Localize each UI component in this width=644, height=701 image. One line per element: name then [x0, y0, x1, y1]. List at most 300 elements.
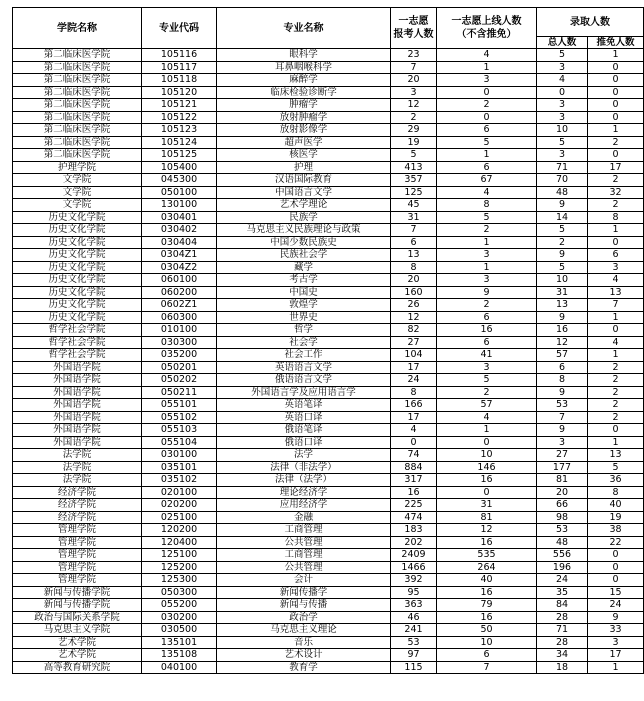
cell-total: 27: [537, 449, 588, 462]
cell-exempt: 36: [588, 474, 644, 487]
cell-college: 哲学社会学院: [13, 349, 142, 362]
cell-exempt: 1: [588, 311, 644, 324]
table-row: [13, 549, 644, 562]
cell-exempt: 2: [588, 386, 644, 399]
cell-code: 135101: [142, 636, 217, 649]
cell-major: 民族社会学: [217, 249, 391, 262]
cell-qualified: 1: [437, 61, 537, 74]
header-admitted: 录取人数: [537, 8, 644, 37]
cell-code: 030500: [142, 624, 217, 637]
table-row: [13, 111, 644, 124]
table-row: [13, 399, 644, 412]
cell-total: 13: [537, 299, 588, 312]
table-row: [13, 174, 644, 187]
cell-applicants: 125: [391, 186, 437, 199]
cell-exempt: 0: [588, 111, 644, 124]
cell-qualified: 0: [437, 486, 537, 499]
cell-exempt: 2: [588, 361, 644, 374]
cell-college: 第二临床医学院: [13, 86, 142, 99]
cell-exempt: 0: [588, 424, 644, 437]
cell-total: 48: [537, 536, 588, 549]
table-row: [13, 386, 644, 399]
cell-total: 0: [537, 86, 588, 99]
cell-applicants: 17: [391, 411, 437, 424]
cell-code: 105122: [142, 111, 217, 124]
table-row: [13, 561, 644, 574]
cell-total: 53: [537, 524, 588, 537]
cell-college: 第二临床医学院: [13, 99, 142, 112]
cell-total: 10: [537, 274, 588, 287]
cell-code: 060300: [142, 311, 217, 324]
cell-qualified: 79: [437, 599, 537, 612]
cell-total: 28: [537, 611, 588, 624]
cell-major: 世界史: [217, 311, 391, 324]
cell-exempt: 13: [588, 286, 644, 299]
cell-college: 历史文化学院: [13, 261, 142, 274]
cell-major: 中国史: [217, 286, 391, 299]
header-exempt: 推免人数: [588, 37, 644, 49]
cell-exempt: 32: [588, 186, 644, 199]
cell-qualified: 4: [437, 49, 537, 62]
cell-major: 社会学: [217, 336, 391, 349]
cell-total: 31: [537, 286, 588, 299]
cell-exempt: 0: [588, 74, 644, 87]
cell-major: 教育学: [217, 661, 391, 674]
cell-college: 历史文化学院: [13, 249, 142, 262]
cell-total: 81: [537, 474, 588, 487]
cell-college: 经济学院: [13, 486, 142, 499]
cell-total: 10: [537, 124, 588, 137]
cell-total: 8: [537, 374, 588, 387]
table-row: [13, 599, 644, 612]
cell-code: 060200: [142, 286, 217, 299]
cell-exempt: 0: [588, 574, 644, 587]
cell-applicants: 4: [391, 424, 437, 437]
cell-applicants: 5: [391, 149, 437, 162]
table-row: [13, 536, 644, 549]
cell-major: 眼科学: [217, 49, 391, 62]
cell-applicants: 20: [391, 274, 437, 287]
cell-major: 放射肿瘤学: [217, 111, 391, 124]
cell-college: 新闻与传播学院: [13, 586, 142, 599]
cell-major: 应用经济学: [217, 499, 391, 512]
cell-major: 外国语言学及应用语言学: [217, 386, 391, 399]
cell-applicants: 357: [391, 174, 437, 187]
cell-major: 法学: [217, 449, 391, 462]
cell-applicants: 3: [391, 86, 437, 99]
header-qualified: [437, 8, 537, 49]
cell-college: 第二临床医学院: [13, 124, 142, 137]
cell-college: 历史文化学院: [13, 236, 142, 249]
cell-college: 外国语学院: [13, 361, 142, 374]
cell-qualified: 264: [437, 561, 537, 574]
table-row: [13, 86, 644, 99]
cell-qualified: 81: [437, 511, 537, 524]
cell-college: 历史文化学院: [13, 311, 142, 324]
cell-college: 文学院: [13, 199, 142, 212]
header-qualified-line1: 一志愿上线人数: [451, 16, 522, 27]
cell-exempt: 1: [588, 349, 644, 362]
table-row: [13, 249, 644, 262]
cell-college: 马克思主义学院: [13, 624, 142, 637]
table-row: [13, 161, 644, 174]
cell-total: 48: [537, 186, 588, 199]
cell-applicants: 13: [391, 249, 437, 262]
cell-total: 177: [537, 461, 588, 474]
cell-exempt: 1: [588, 49, 644, 62]
cell-exempt: 1: [588, 436, 644, 449]
cell-code: 050100: [142, 186, 217, 199]
cell-college: 外国语学院: [13, 399, 142, 412]
cell-college: 法学院: [13, 461, 142, 474]
cell-qualified: 40: [437, 574, 537, 587]
cell-applicants: 2: [391, 111, 437, 124]
cell-qualified: 16: [437, 611, 537, 624]
cell-major: 中国少数民族史: [217, 236, 391, 249]
cell-applicants: 12: [391, 99, 437, 112]
table-row: [13, 361, 644, 374]
cell-qualified: 1: [437, 236, 537, 249]
table-row: [13, 349, 644, 362]
cell-applicants: 19: [391, 136, 437, 149]
cell-qualified: 6: [437, 336, 537, 349]
cell-qualified: 1: [437, 424, 537, 437]
table-row: [13, 286, 644, 299]
header-major: 专业名称: [217, 8, 391, 49]
table-row: [13, 74, 644, 87]
cell-college: 管理学院: [13, 561, 142, 574]
cell-exempt: 5: [588, 461, 644, 474]
cell-college: 外国语学院: [13, 411, 142, 424]
cell-major: 英语口译: [217, 411, 391, 424]
cell-applicants: 166: [391, 399, 437, 412]
cell-exempt: 13: [588, 449, 644, 462]
cell-code: 030401: [142, 211, 217, 224]
table-row: [13, 186, 644, 199]
cell-code: 135108: [142, 649, 217, 662]
cell-qualified: 3: [437, 249, 537, 262]
cell-qualified: 1: [437, 149, 537, 162]
cell-college: 管理学院: [13, 549, 142, 562]
cell-total: 5: [537, 261, 588, 274]
cell-major: 耳鼻咽喉科学: [217, 61, 391, 74]
cell-code: 035102: [142, 474, 217, 487]
cell-qualified: 8: [437, 199, 537, 212]
cell-major: 艺术学理论: [217, 199, 391, 212]
cell-total: 18: [537, 661, 588, 674]
cell-exempt: 15: [588, 586, 644, 599]
cell-qualified: 2: [437, 386, 537, 399]
cell-code: 105120: [142, 86, 217, 99]
table-row: [13, 124, 644, 137]
cell-applicants: 97: [391, 649, 437, 662]
cell-major: 肿瘤学: [217, 99, 391, 112]
cell-code: 035101: [142, 461, 217, 474]
cell-code: 105124: [142, 136, 217, 149]
cell-applicants: 115: [391, 661, 437, 674]
table-row: [13, 311, 644, 324]
cell-college: 政治与国际关系学院: [13, 611, 142, 624]
table-row: [13, 611, 644, 624]
cell-exempt: 0: [588, 99, 644, 112]
table-row: [13, 486, 644, 499]
cell-major: 音乐: [217, 636, 391, 649]
cell-code: 055200: [142, 599, 217, 612]
cell-code: 020200: [142, 499, 217, 512]
cell-exempt: 0: [588, 61, 644, 74]
cell-major: 中国语言文学: [217, 186, 391, 199]
cell-college: 法学院: [13, 474, 142, 487]
table-row: [13, 574, 644, 587]
cell-college: 历史文化学院: [13, 286, 142, 299]
table-row: [13, 449, 644, 462]
cell-applicants: 6: [391, 236, 437, 249]
cell-major: 敦煌学: [217, 299, 391, 312]
cell-major: 民族学: [217, 211, 391, 224]
cell-total: 6: [537, 361, 588, 374]
cell-applicants: 241: [391, 624, 437, 637]
cell-exempt: 2: [588, 174, 644, 187]
cell-applicants: 16: [391, 486, 437, 499]
header-total: 总人数: [537, 37, 588, 49]
cell-qualified: 67: [437, 174, 537, 187]
cell-total: 16: [537, 324, 588, 337]
cell-college: 第二临床医学院: [13, 136, 142, 149]
cell-total: 2: [537, 236, 588, 249]
cell-exempt: 19: [588, 511, 644, 524]
cell-total: 24: [537, 574, 588, 587]
cell-qualified: 57: [437, 399, 537, 412]
cell-exempt: 2: [588, 411, 644, 424]
cell-major: 哲学: [217, 324, 391, 337]
table-row: [13, 236, 644, 249]
cell-code: 030200: [142, 611, 217, 624]
cell-exempt: 0: [588, 86, 644, 99]
cell-major: 法律（法学）: [217, 474, 391, 487]
cell-exempt: 22: [588, 536, 644, 549]
cell-major: 英语语言文学: [217, 361, 391, 374]
cell-college: 外国语学院: [13, 424, 142, 437]
cell-code: 105125: [142, 149, 217, 162]
table-row: [13, 324, 644, 337]
cell-college: 第二临床医学院: [13, 74, 142, 87]
cell-code: 125100: [142, 549, 217, 562]
cell-code: 030402: [142, 224, 217, 237]
table-row: [13, 624, 644, 637]
cell-exempt: 17: [588, 649, 644, 662]
cell-major: 马克思主义民族理论与政策: [217, 224, 391, 237]
cell-total: 53: [537, 399, 588, 412]
cell-exempt: 3: [588, 636, 644, 649]
table-row: [13, 261, 644, 274]
table-row: [13, 199, 644, 212]
cell-total: 34: [537, 649, 588, 662]
cell-college: 哲学社会学院: [13, 324, 142, 337]
cell-major: 临床检验诊断学: [217, 86, 391, 99]
cell-major: 马克思主义理论: [217, 624, 391, 637]
cell-college: 管理学院: [13, 524, 142, 537]
cell-applicants: 392: [391, 574, 437, 587]
cell-exempt: 3: [588, 261, 644, 274]
cell-major: 新闻与传播: [217, 599, 391, 612]
cell-code: 050202: [142, 374, 217, 387]
cell-qualified: 41: [437, 349, 537, 362]
cell-total: 3: [537, 99, 588, 112]
cell-college: 经济学院: [13, 511, 142, 524]
cell-major: 护理: [217, 161, 391, 174]
cell-code: 0304Z2: [142, 261, 217, 274]
cell-total: 71: [537, 161, 588, 174]
cell-code: 030100: [142, 449, 217, 462]
cell-exempt: 2: [588, 399, 644, 412]
cell-applicants: 24: [391, 374, 437, 387]
cell-major: 法律（非法学）: [217, 461, 391, 474]
cell-college: 历史文化学院: [13, 211, 142, 224]
cell-exempt: 2: [588, 374, 644, 387]
cell-qualified: 16: [437, 474, 537, 487]
cell-major: 社会工作: [217, 349, 391, 362]
cell-code: 105118: [142, 74, 217, 87]
cell-major: 核医学: [217, 149, 391, 162]
cell-exempt: 4: [588, 336, 644, 349]
cell-code: 0304Z1: [142, 249, 217, 262]
table-row: [13, 436, 644, 449]
cell-code: 130100: [142, 199, 217, 212]
cell-college: 艺术学院: [13, 636, 142, 649]
cell-code: 055101: [142, 399, 217, 412]
table-row: [13, 274, 644, 287]
cell-major: 公共管理: [217, 561, 391, 574]
table-row: [13, 211, 644, 224]
table-row: [13, 49, 644, 62]
cell-college: 文学院: [13, 186, 142, 199]
cell-code: 030404: [142, 236, 217, 249]
table-row: [13, 661, 644, 674]
cell-college: 文学院: [13, 174, 142, 187]
header-applicants: [391, 8, 437, 49]
cell-total: 66: [537, 499, 588, 512]
cell-qualified: 4: [437, 411, 537, 424]
cell-college: 历史文化学院: [13, 299, 142, 312]
cell-major: 政治学: [217, 611, 391, 624]
cell-qualified: 0: [437, 436, 537, 449]
cell-applicants: 29: [391, 124, 437, 137]
cell-qualified: 6: [437, 311, 537, 324]
cell-total: 3: [537, 61, 588, 74]
cell-college: 第二临床医学院: [13, 111, 142, 124]
cell-total: 5: [537, 49, 588, 62]
cell-code: 035200: [142, 349, 217, 362]
cell-exempt: 1: [588, 124, 644, 137]
table-row: [13, 374, 644, 387]
admission-table-container: [12, 7, 644, 674]
cell-total: 12: [537, 336, 588, 349]
table-row: [13, 149, 644, 162]
cell-college: 护理学院: [13, 161, 142, 174]
cell-code: 125200: [142, 561, 217, 574]
cell-major: 考古学: [217, 274, 391, 287]
cell-qualified: 5: [437, 136, 537, 149]
cell-qualified: 3: [437, 361, 537, 374]
cell-code: 0602Z1: [142, 299, 217, 312]
cell-college: 历史文化学院: [13, 274, 142, 287]
cell-total: 7: [537, 411, 588, 424]
cell-total: 9: [537, 386, 588, 399]
cell-major: 超声医学: [217, 136, 391, 149]
table-row: [13, 649, 644, 662]
table-row: [13, 224, 644, 237]
cell-qualified: 6: [437, 124, 537, 137]
cell-exempt: 1: [588, 224, 644, 237]
cell-total: 4: [537, 74, 588, 87]
cell-qualified: 2: [437, 224, 537, 237]
cell-college: 第二临床医学院: [13, 61, 142, 74]
cell-total: 71: [537, 624, 588, 637]
cell-college: 新闻与传播学院: [13, 599, 142, 612]
cell-applicants: 46: [391, 611, 437, 624]
cell-college: 历史文化学院: [13, 224, 142, 237]
table-row: [13, 586, 644, 599]
cell-applicants: 2409: [391, 549, 437, 562]
cell-major: 理论经济学: [217, 486, 391, 499]
cell-exempt: 17: [588, 161, 644, 174]
cell-applicants: 225: [391, 499, 437, 512]
cell-exempt: 0: [588, 561, 644, 574]
cell-college: 艺术学院: [13, 649, 142, 662]
cell-exempt: 1: [588, 661, 644, 674]
cell-major: 工商管理: [217, 549, 391, 562]
cell-exempt: 40: [588, 499, 644, 512]
cell-applicants: 82: [391, 324, 437, 337]
cell-exempt: 0: [588, 236, 644, 249]
table-row: [13, 136, 644, 149]
cell-exempt: 24: [588, 599, 644, 612]
cell-college: 管理学院: [13, 536, 142, 549]
header-applicants-line2: 报考人数: [393, 29, 434, 40]
cell-qualified: 535: [437, 549, 537, 562]
cell-major: 汉语国际教育: [217, 174, 391, 187]
cell-applicants: 45: [391, 199, 437, 212]
cell-qualified: 6: [437, 161, 537, 174]
table-row: [13, 411, 644, 424]
cell-applicants: 74: [391, 449, 437, 462]
table-row: [13, 461, 644, 474]
cell-major: 放射影像学: [217, 124, 391, 137]
cell-exempt: 6: [588, 249, 644, 262]
cell-total: 84: [537, 599, 588, 612]
cell-exempt: 7: [588, 299, 644, 312]
table-row: [13, 424, 644, 437]
cell-code: 125300: [142, 574, 217, 587]
cell-applicants: 7: [391, 224, 437, 237]
cell-applicants: 160: [391, 286, 437, 299]
cell-code: 045300: [142, 174, 217, 187]
cell-total: 196: [537, 561, 588, 574]
cell-major: 艺术设计: [217, 649, 391, 662]
table-row: [13, 474, 644, 487]
cell-college: 法学院: [13, 449, 142, 462]
cell-qualified: 2: [437, 299, 537, 312]
cell-exempt: 2: [588, 136, 644, 149]
cell-applicants: 363: [391, 599, 437, 612]
cell-qualified: 5: [437, 211, 537, 224]
cell-applicants: 317: [391, 474, 437, 487]
cell-code: 055102: [142, 411, 217, 424]
cell-code: 040100: [142, 661, 217, 674]
cell-exempt: 2: [588, 199, 644, 212]
cell-total: 14: [537, 211, 588, 224]
cell-code: 055104: [142, 436, 217, 449]
